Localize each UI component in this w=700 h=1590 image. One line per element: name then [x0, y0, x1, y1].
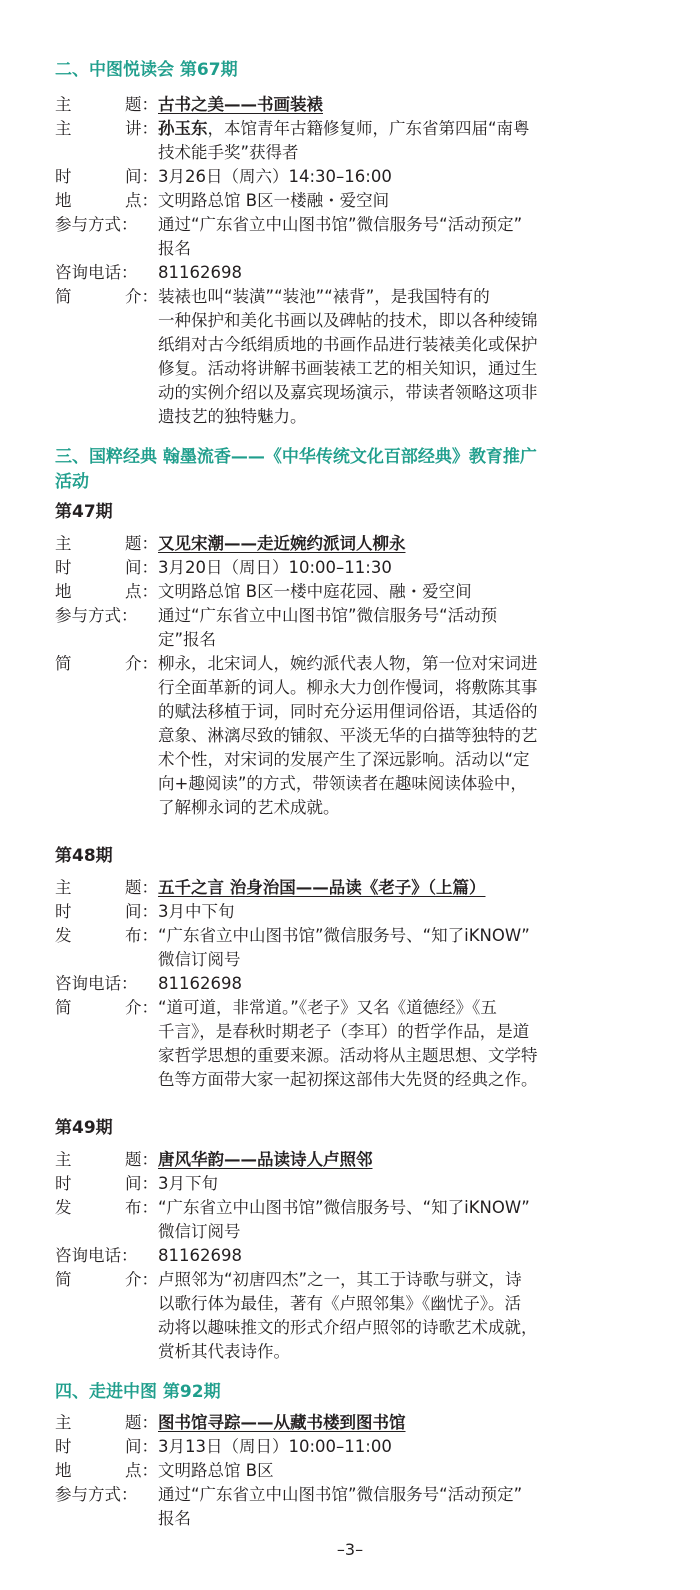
field-label: 主 题：	[55, 95, 158, 114]
i49-topic-row: 主 题： 唐风华韵——品读诗人卢照邻	[55, 1150, 373, 1169]
i49-intro-text: 卢照邻为“初唐四杰”之一，其工于诗歌与骈文，诗 以歌行体为最佳，著有《卢照邻集》《幽忧子》。活 动将以趣味推文的形式介绍卢照邻的诗歌艺术成就， 赏析其代表诗作。	[158, 1270, 538, 1361]
issue-48-heading: 第48期	[55, 846, 113, 866]
i48-phone-row: 咨询电话： 81162698	[55, 974, 242, 993]
i49-intro-row: 简 介： 卢照邻为“初唐四杰”之一，其工于诗歌与骈文，诗 以歌行体为最佳，著有《卢照邻集》《幽忧子》。活 动将以趣味推文的形式介绍卢照邻的诗歌艺术成就， 赏析其代表诗作。	[55, 1268, 655, 1364]
field-label: 主 讲：	[55, 119, 158, 138]
s2-topic: 古书之美——书画装裱	[158, 95, 323, 114]
i48-intro-row: 简 介： “道可道，非常道。”《老子》又名《道德经》《五 千言》，是春秋时期老子（李耳）的哲学作品，是道 家哲学思想的重要来源。活动将从主题思想、文学特 色等方面带大家一起初探这部伟大先贤的经典之作。	[55, 996, 655, 1092]
section-4-title: 四、走进中图 第92期	[55, 1382, 221, 1402]
s2-speaker-row: 主 讲： 孙玉东，本馆青年古籍修复师，广东省第四届“南粤 技术能手奖”获得者	[55, 117, 655, 165]
i47-place-row: 地 点： 文明路总馆 B区一楼中庭花园、融・爱空间	[55, 582, 472, 601]
s4-place-row: 地 点： 文明路总馆 B区	[55, 1461, 274, 1480]
page-content	[55, 58, 655, 1531]
s4-topic-row: 主 题： 图书馆寻踪——从藏书楼到图书馆	[55, 1413, 406, 1432]
s4-method-row: 参与方式： 通过“广东省立中山图书馆”微信服务号“活动预定” 报名	[55, 1485, 523, 1528]
s2-phone-row: 咨询电话： 81162698	[55, 263, 242, 282]
i48-time-row: 时 间： 3月中下旬	[55, 902, 235, 921]
i48-topic-row: 主 题： 五千之言 治身治国——品读《老子》（上篇）	[55, 876, 655, 900]
page-number: –3–	[336, 1540, 364, 1559]
s2-time-row: 时 间： 3月26日（周六）14:30–16:00	[55, 167, 392, 186]
section-2-title: 二、中图悦读会 第67期	[55, 60, 238, 80]
s4-time-row: 时 间： 3月13日（周日）10:00–11:00	[55, 1437, 392, 1456]
i48-topic: 五千之言 治身治国——品读《老子》（上篇）	[158, 878, 486, 897]
i47-method-row: 参与方式： 通过“广东省立中山图书馆”微信服务号“活动预 定”报名	[55, 606, 498, 649]
i49-publish-row: 发 布： “广东省立中山图书馆”微信服务号、“知了iKNOW” 微信订阅号	[55, 1198, 530, 1241]
i47-topic-row: 主 题： 又见宋潮——走近婉约派词人柳永	[55, 534, 406, 553]
s2-method-row: 参与方式： 通过“广东省立中山图书馆”微信服务号“活动预定” 报名	[55, 215, 523, 258]
i48-publish-row: 发 布： “广东省立中山图书馆”微信服务号、“知了iKNOW” 微信订阅号	[55, 926, 530, 969]
s2-intro-row: 简 介： 装裱也叫“装潢”“装池”“裱背”，是我国特有的 一种保护和美化书画以及碑帖的技术，即以各种绫锦 纸绢对古今纸绢质地的书画作品进行装裱美化或保护 修复。活动将讲解书画装裱工艺的相关知识，通过生 动的实例介绍以及嘉宾现场演示，带读者领略这项非 遗技艺的独特魅力。	[55, 285, 655, 429]
i47-intro-text: 柳永，北宋词人，婉约派代表人物，第一位对宋词进 行全面革新的词人。柳永大力创作慢词，将敷陈其事 的赋法移植于词，同时充分运用俚词俗语，其适俗的 意象、淋漓尽致的铺叙、平淡无华的白描等独特的艺 术个性，对宋词的发展产生了深远影响。活动以“定 向+趣阅读”的方式，带领读者在趣味阅读体验中， 了解柳永词的艺术成就。	[158, 654, 538, 817]
s4-topic: 图书馆寻踪——从藏书楼到图书馆	[158, 1413, 406, 1432]
s2-intro-text: 装裱也叫“装潢”“装池”“裱背”，是我国特有的 一种保护和美化书画以及碑帖的技术，即以各种绫锦 纸绢对古今纸绢质地的书画作品进行装裱美化或保护 修复。活动将讲解书画装裱工艺的相关知识，通过生 动的实例介绍以及嘉宾现场演示，带读者领略这项非 遗技艺的独特魅力。	[158, 287, 538, 426]
speaker-name: 孙玉东	[158, 119, 208, 138]
i47-topic: 又见宋潮——走近婉约派词人柳永	[158, 534, 406, 553]
i48-intro-text: “道可道，非常道。”《老子》又名《道德经》《五 千言》，是春秋时期老子（李耳）的哲学作品，是道 家哲学思想的重要来源。活动将从主题思想、文学特 色等方面带大家一起初探这部伟大先贤的经典之作。	[158, 998, 538, 1089]
i49-time-row: 时 间： 3月下旬	[55, 1174, 218, 1193]
s2-topic-row	[55, 93, 655, 117]
s2-place-row: 地 点： 文明路总馆 B区一楼融・爱空间	[55, 191, 390, 210]
i49-phone-row: 咨询电话： 81162698	[55, 1246, 242, 1265]
i47-time-row: 时 间： 3月20日（周日）10:00–11:30	[55, 558, 392, 577]
issue-49-heading: 第49期	[55, 1118, 113, 1138]
section-3-title: 三、国粹经典 翰墨流香——《中华传统文化百部经典》教育推广 活动	[55, 447, 537, 492]
issue-47-heading: 第47期	[55, 502, 113, 522]
i49-topic: 唐风华韵——品读诗人卢照邻	[158, 1150, 373, 1169]
i47-intro-row: 简 介： 柳永，北宋词人，婉约派代表人物，第一位对宋词进 行全面革新的词人。柳永大力创作慢词，将敷陈其事 的赋法移植于词，同时充分运用俚词俗语，其适俗的 意象、淋漓尽致的铺叙、平淡无华的白描等独特的艺 术个性，对宋词的发展产生了深远影响。活动以“定 向+趣阅读”的方式，带领读者在趣味阅读体验中， 了解柳永词的艺术成就。	[55, 652, 655, 820]
